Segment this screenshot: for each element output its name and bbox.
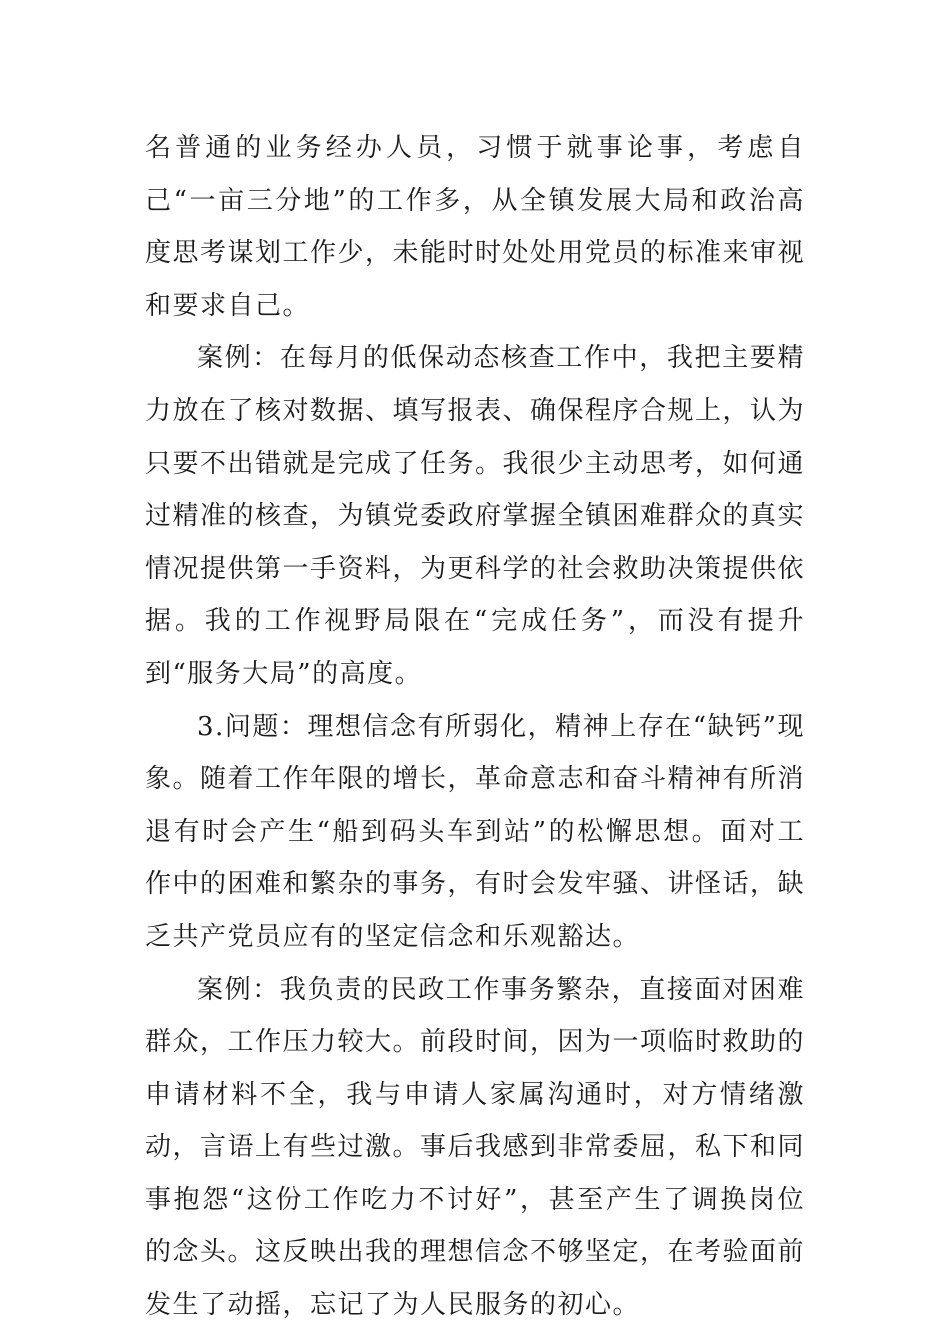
document-page — [145, 122, 805, 1332]
paragraph-continuation: 名普通的业务经办人员，习惯于就事论事，考虑自己“一亩三分地”的工作多，从全镇发展大局和政治高度思考谋划工作少，未能时时处处用党员的标准来审视和要求自己。 — [145, 133, 806, 321]
paragraph-case-2: 案例：我负责的民政工作事务繁杂，直接面对困难群众，工作压力较大。前段时间，因为一项临时救助的申请材料不全，我与申请人家属沟通时，对方情绪激动，言语上有些过激。事后我感到非常委屈，私下和同事抱怨“这份工作吃力不讨好”，甚至产生了调换岗位的念头。这反映出我的理想信念不够坚定，在考验面前发生了动摇，忘记了为人民服务的初心。 — [145, 974, 806, 1321]
paragraph-case-1: 案例：在每月的低保动态核查工作中，我把主要精力放在了核对数据、填写报表、确保程序合规上，认为只要不出错就是完成了任务。我很少主动思考，如何通过精准的核查，为镇党委政府掌握全镇困难群众的真实情况提供第一手资料，为更科学的社会救助决策提供依据。我的工作视野局限在“完成任务”，而没有提升到“服务大局”的高度。 — [145, 343, 806, 689]
paragraph-problem-3: 3.问题：理想信念有所弱化，精神上存在“缺钙”现象。随着工作年限的增长，革命意志和奋斗精神有所消退有时会产生“船到码头车到站”的松懈思想。面对工作中的困难和繁杂的事务，有时会发牢骚、讲怪话，缺乏共产党员应有的坚定信念和乐观豁达。 — [145, 711, 806, 952]
